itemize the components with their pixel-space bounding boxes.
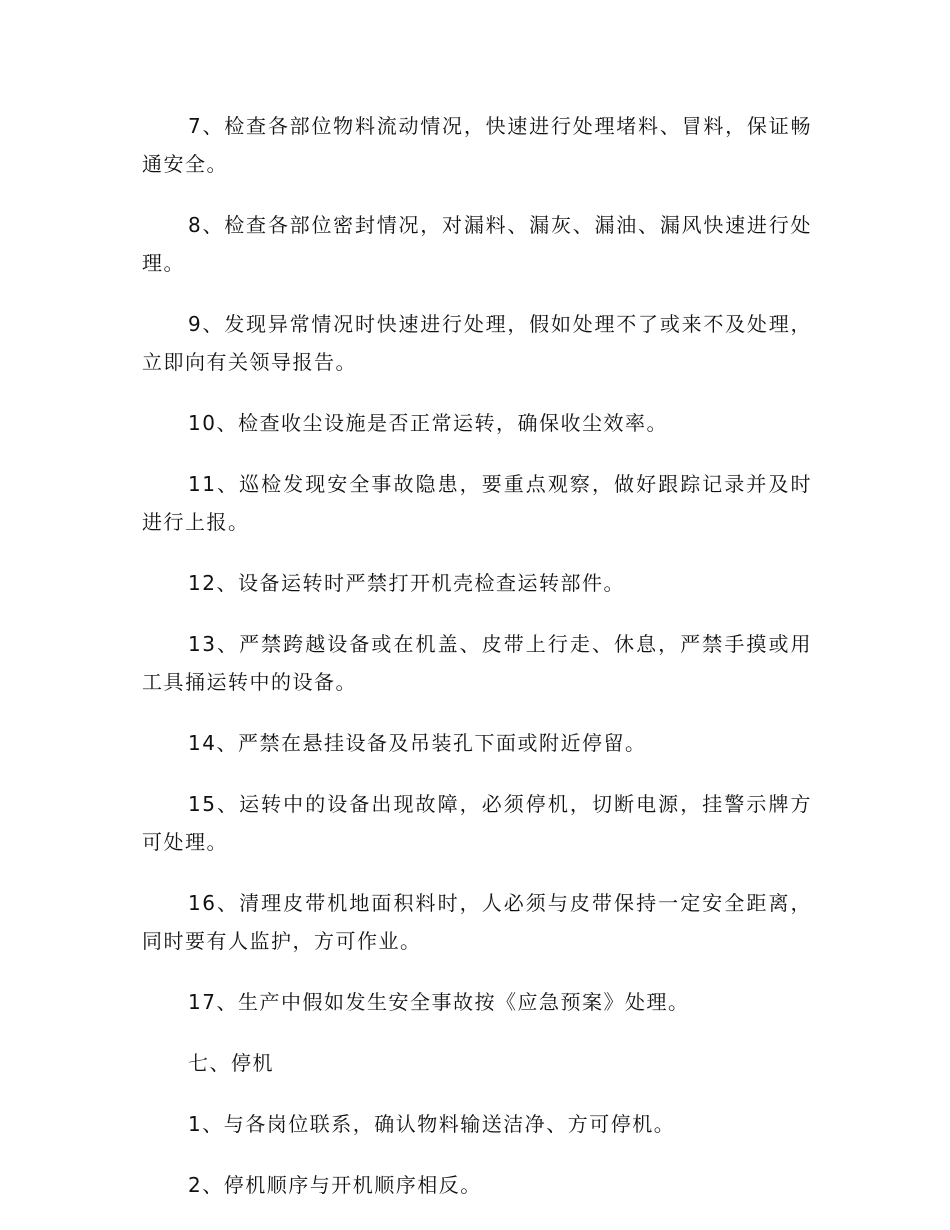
document-body	[142, 107, 812, 1227]
paragraph-item-10: 10、检查收尘设施是否正常运转，确保收尘效率。	[188, 411, 668, 435]
paragraph-item-8: 8、检查各部位密封情况，对漏料、漏灰、漏油、漏风快速进行处理。	[142, 213, 812, 275]
paragraph-item-12: 12、设备运转时严禁打开机壳检查运转部件。	[188, 571, 625, 595]
paragraph-item-7: 7、检查各部位物料流动情况，快速进行处理堵料、冒料，保证畅通安全。	[142, 114, 812, 176]
paragraph-item-13: 13、严禁跨越设备或在机盖、皮带上行走、休息，严禁手摸或用工具捅运转中的设备。	[142, 632, 812, 694]
paragraph-item-17: 17、生产中假如发生安全事故按《应急预案》处理。	[188, 990, 690, 1014]
paragraph-item-11: 11、巡检发现安全事故隐患，要重点观察，做好跟踪记录并及时进行上报。	[142, 472, 812, 534]
paragraph-item-shutdown-1: 1、与各岗位联系，确认物料输送洁净、方可停机。	[188, 1112, 676, 1136]
section-heading-shutdown: 七、停机	[188, 1051, 274, 1075]
paragraph-item-16: 16、清理皮带机地面积料时，人必须与皮带保持一定安全距离，同时要有人监护，方可作业。	[142, 891, 812, 953]
paragraph-item-15: 15、运转中的设备出现故障，必须停机，切断电源，挂警示牌方可处理。	[142, 792, 812, 854]
paragraph-item-shutdown-2: 2、停机顺序与开机顺序相反。	[188, 1173, 482, 1197]
paragraph-item-14: 14、严禁在悬挂设备及吊装孔下面或附近停留。	[188, 731, 647, 755]
paragraph-item-9: 9、发现异常情况时快速进行处理，假如处理不了或来不及处理，立即向有关领导报告。	[142, 312, 812, 374]
